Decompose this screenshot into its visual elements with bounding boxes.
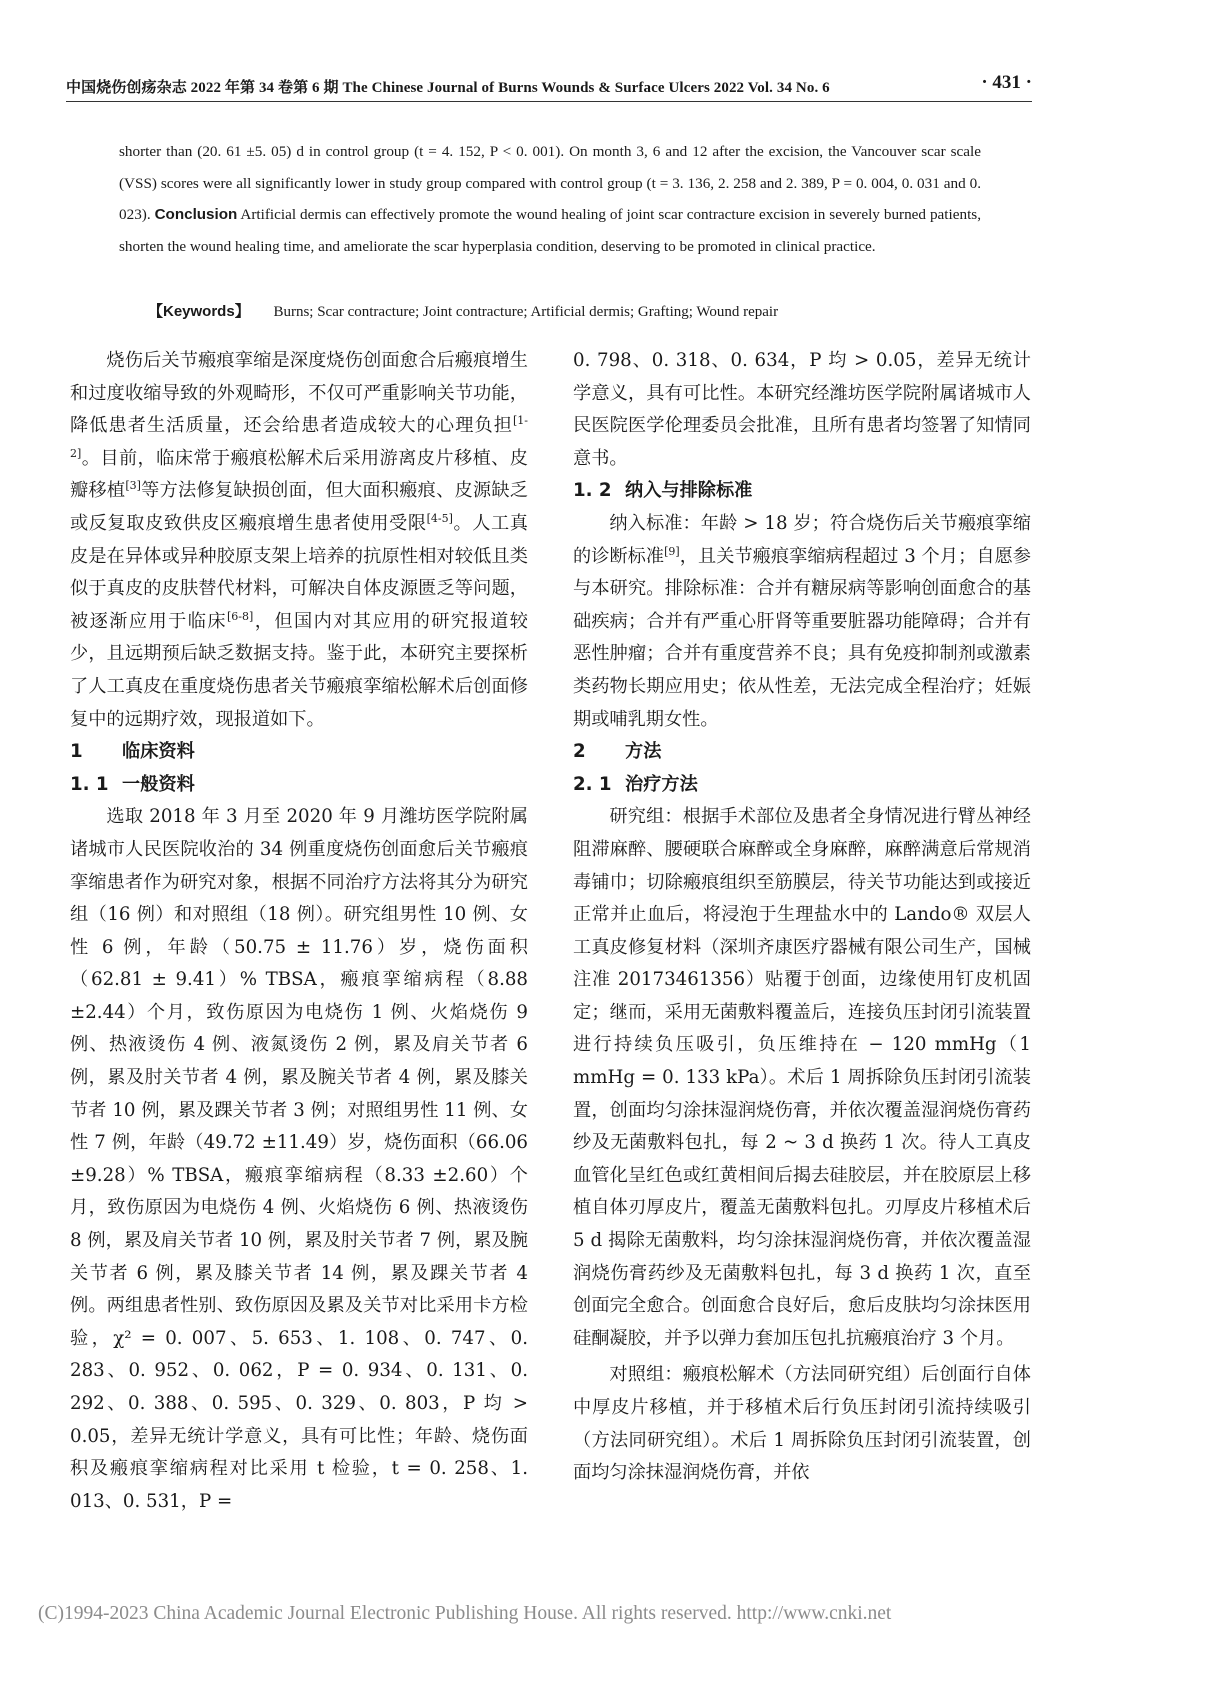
subsection-heading-1-2: 1. 2 纳入与排除标准: [573, 480, 753, 502]
subsection-heading-2-1: 2. 1 治疗方法: [573, 773, 698, 795]
reference-mark[interactable]: [3]: [125, 479, 141, 493]
abstract-paragraph: [119, 136, 981, 262]
general-data-paragraph: 选取 2018 年 3 月至 2020 年 9 月潍坊医学院附属诸城市人民医院收治的 34 例重度烧伤创面愈后关节瘢痕挛缩患者作为研究对象，根据不同治疗方法将其分为研究组（16 例）和对照组（18 例）。研究组男性 10 例、女性 6 例，年龄（50.75 ± 11.76）岁，烧伤面积（62.81 ± 9.41）% TBSA，瘢痕挛缩病程（8.88 ±2.44）个月，致伤原因为电烧伤 1 例、火焰烧伤 9 例、热液烫伤 4 例、液氮烫伤 2 例，累及肩关节者 6 例，累及肘关节者 4 例，累及腕关节者 4 例，累及膝关节者 10 例，累及踝关节者 3 例；对照组男性 11 例、女性 7 例，年龄（49.72 ±11.49）岁，烧伤面积（66.06 ±9.28）% TBSA，瘢痕挛缩病程（8.33 ±2.60）个月，致伤原因为电烧伤 4 例、火焰烧伤 6 例、热液烫伤 8 例，累及肩关节者 10 例，累及肘关节者 7 例，累及腕关节者 6 例，累及膝关节者 14 例，累及踝关节者 4 例。两组患者性别、致伤原因及累及关节对比采用卡方检验，χ² = 0. 007、5. 653、1. 108、0. 747、0. 283、0. 952、0. 062，P = 0. 934、0. 131、0. 292、0. 388、0. 595、0. 329、0. 803，P 均 > 0.05，差异无统计学意义，具有可比性；年龄、烧伤面积及瘢痕挛缩病程对比采用 t 检验，t = 0. 258、1. 013、0. 531，P =: [70, 806, 528, 1512]
conclusion-label: Conclusion: [154, 206, 238, 223]
reference-mark[interactable]: [4-5]: [426, 511, 453, 525]
reference-mark[interactable]: [1-2]: [70, 414, 528, 460]
conclusion-text: Artificial dermis can effectively promote the wound healing of joint scar contracture excision in severely burned patients, shorten the wound healing time, and ameliorate the scar hyperplasia condition, deserving to be promoted in clinical practice.: [119, 206, 982, 255]
reference-mark[interactable]: [6-8]: [226, 609, 254, 623]
section-heading-1: 1 临床资料: [70, 741, 195, 763]
abstract-block: [119, 136, 981, 262]
left-column: [70, 345, 528, 1518]
control-group-paragraph: 对照组：瘢痕松解术（方法同研究组）后创面行自体中厚皮片移植，并于移植术后行负压封闭引流持续吸引（方法同研究组）。术后 1 周拆除负压封闭引流装置，创面均匀涂抹湿润烧伤膏，并依: [573, 1364, 1031, 1484]
study-group-paragraph: 研究组：根据手术部位及患者全身情况进行臂丛神经阻滞麻醉、腰硬联合麻醉或全身麻醉，麻醉满意后常规消毒铺巾；切除瘢痕组织至筋膜层，待关节功能达到或接近正常并止血后，将浸泡于生理盐水中的 Lando® 双层人工真皮修复材料（深圳齐康医疗器械有限公司生产，国械注准 20173461356）贴覆于创面，边缘使用钉皮机固定；继而，采用无菌敷料覆盖后，连接负压封闭引流装置进行持续负压吸引，负压维持在 − 120 mmHg（1 mmHg = 0. 133 kPa）。术后 1 周拆除负压封闭引流装置，创面均匀涂抹湿润烧伤膏，并依次覆盖湿润烧伤膏药纱及无菌敷料包扎，每 2 ~ 3 d 换药 1 次。待人工真皮血管化呈红色或红黄相间后揭去硅胶层，并在胶原层上移植自体刃厚皮片，覆盖无菌敷料包扎。刃厚皮片移植术后 5 d 揭除无菌敷料，均匀涂抹湿润烧伤膏，并依次覆盖湿润烧伤膏药纱及无菌敷料包扎，每 3 d 换药 1 次，直至创面完全愈合。创面愈合良好后，愈后皮肤均匀涂抹医用硅酮凝胶，并予以弹力套加压包扎抗瘢痕治疗 3 个月。: [573, 806, 1031, 1349]
page-number: · 431 ·: [981, 72, 1032, 93]
section-heading-2: 2 方法: [573, 741, 662, 763]
copyright-footer: (C)1994-2023 China Academic Journal Electronic Publishing House. All rights reserved. http://www.cnki.net: [38, 1603, 892, 1624]
intro-paragraph: 烧伤后关节瘢痕挛缩是深度烧伤创面愈合后瘢痕增生和过度收缩导致的外观畸形，不仅可严重影响关节功能，降低患者生活质量，还会给患者造成较大的心理负担[1-2]。目前，临床常于瘢痕松解术后采用游离皮片移植、皮瓣移植[3]等方法修复缺损创面，但大面积瘢痕、皮源缺乏或反复取皮致供皮区瘢痕增生患者使用受限[4-5]。人工真皮是在异体或异种胶原支架上培养的抗原性相对较低且类似于真皮的皮肤替代材料，可解决自体皮源匮乏等问题，被逐渐应用于临床[6-8]，但国内对其应用的研究报道较少，且远期预后缺乏数据支持。鉴于此，本研究主要探析了人工真皮在重度烧伤患者关节瘢痕挛缩松解术后创面修复中的远期疗效，现报道如下。: [70, 350, 528, 730]
right-column: [573, 345, 1031, 1490]
reference-mark[interactable]: [9]: [664, 544, 680, 558]
header-rule: [66, 101, 1032, 102]
journal-header-title: 中国烧伤创疡杂志 2022 年第 34 卷第 6 期 The Chinese Journal of Burns Wounds & Surface Ulcers 2022 Vol. 34 No. 6: [66, 80, 830, 96]
subsection-heading-1-1: 1. 1 一般资料: [70, 773, 195, 795]
abstract-results-text: shorter than (20. 61 ±5. 05) d in control group (t = 4. 152, P < 0. 001). On month 3, 6 and 12 after the excision, the Vancouver scar scale (VSS) scores were all significantly lower in study group compared with control group (t = 3. 136, 2. 258 and 2. 389, P = 0. 004, 0. 031 and 0. 023).: [119, 143, 981, 223]
keywords-line: [148, 300, 1008, 321]
keywords-text: Burns; Scar contracture; Joint contracture; Artificial dermis; Grafting; Wound repair: [273, 304, 779, 320]
criteria-paragraph: 纳入标准：年龄 > 18 岁；符合烧伤后关节瘢痕挛缩的诊断标准[9]，且关节瘢痕挛缩病程超过 3 个月；自愿参与本研究。排除标准：合并有糖尿病等影响创面愈合的基础疾病；合并有严重心肝肾等重要脏器功能障碍；合并有恶性肿瘤；合并有重度营养不良；具有免疫抑制剂或激素类药物长期应用史；依从性差，无法完成全程治疗；妊娠期或哺乳期女性。: [573, 512, 1031, 730]
continuation-paragraph: 0. 798、0. 318、0. 634，P 均 > 0.05，差异无统计学意义，具有可比性。本研究经潍坊医学院附属诸城市人民医院医学伦理委员会批准，且所有患者均签署了知情同意书。: [573, 350, 1031, 469]
keywords-label: 【Keywords】: [148, 303, 250, 320]
